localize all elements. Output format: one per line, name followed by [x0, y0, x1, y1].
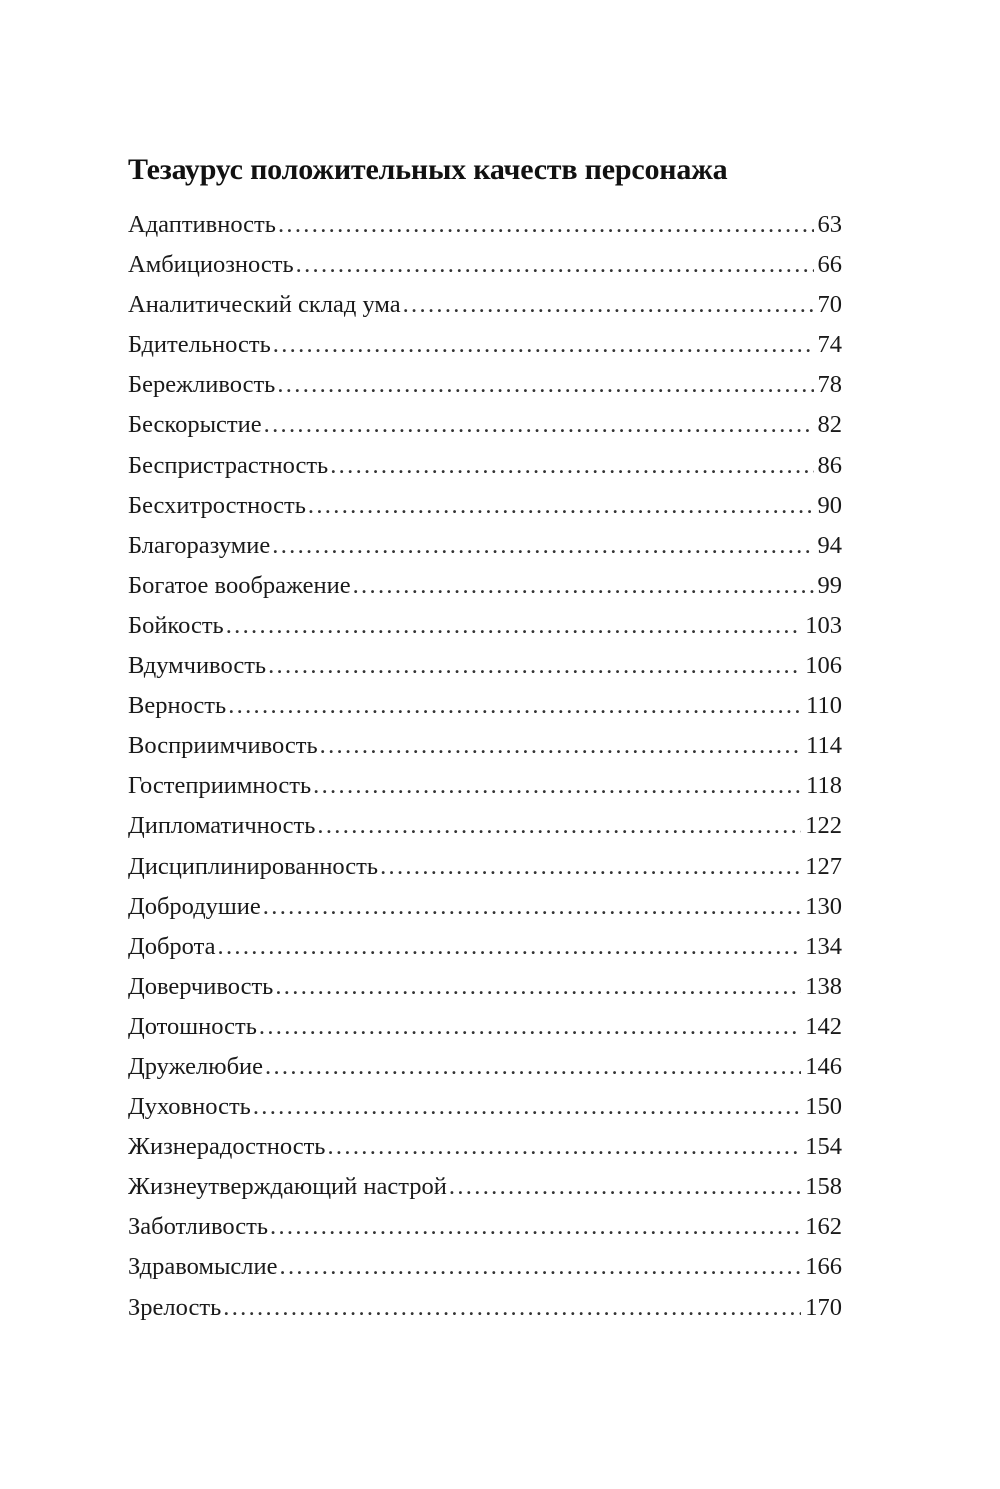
toc-entry[interactable]	[128, 1247, 842, 1287]
toc-dot-leader	[226, 606, 802, 646]
toc-entry[interactable]	[128, 646, 842, 686]
toc-entry[interactable]	[128, 847, 842, 887]
toc-entry-label: Амбициозность	[128, 251, 294, 279]
toc-entry[interactable]	[128, 766, 842, 806]
toc-entry[interactable]	[128, 285, 842, 325]
toc-entry-label: Бескорыстие	[128, 411, 262, 439]
toc-entry-page: 170	[805, 1293, 842, 1321]
toc-entry-page: 154	[805, 1133, 842, 1161]
toc-entry[interactable]	[128, 967, 842, 1007]
toc-dot-leader	[353, 566, 814, 606]
toc-entry-label: Духовность	[128, 1093, 251, 1121]
toc-entry[interactable]	[128, 1167, 842, 1207]
toc-dot-leader	[228, 686, 802, 726]
toc-entry-page: 78	[817, 371, 842, 399]
toc-entry-label: Беспристрастность	[128, 451, 329, 479]
toc-entry-label: Бережливость	[128, 371, 276, 399]
toc-dot-leader	[253, 1087, 801, 1127]
toc-dot-leader	[449, 1167, 801, 1207]
toc-entry[interactable]	[128, 1007, 842, 1047]
toc-entry-label: Дружелюбие	[128, 1052, 264, 1080]
toc-entry-label: Бойкость	[128, 611, 224, 639]
toc-entry-page: 90	[817, 491, 842, 519]
toc-entry-label: Бдительность	[128, 331, 271, 359]
toc-entry-page: 130	[805, 892, 842, 920]
toc-entry[interactable]	[128, 686, 842, 726]
toc-entry[interactable]	[128, 245, 842, 285]
toc-entry-label: Заботливость	[128, 1213, 268, 1241]
toc-dot-leader	[265, 1047, 801, 1087]
toc-entry[interactable]	[128, 606, 842, 646]
toc-entry-page: 70	[817, 291, 842, 319]
toc-entry-page: 118	[806, 772, 842, 800]
toc-entry-page: 162	[805, 1213, 842, 1241]
toc-entry-page: 166	[805, 1253, 842, 1281]
toc-entry-page: 114	[806, 732, 842, 760]
toc-entry[interactable]	[128, 806, 842, 846]
toc-entry-page: 99	[817, 571, 842, 599]
toc-entry-label: Благоразумие	[128, 531, 271, 559]
toc-entry-page: 150	[805, 1093, 842, 1121]
toc-entry-page: 63	[817, 211, 842, 238]
toc-entry-label: Верность	[128, 692, 227, 720]
toc-entry-label: Доброта	[128, 932, 216, 960]
toc-entry-page: 110	[806, 692, 842, 720]
toc-entry[interactable]	[128, 446, 842, 486]
toc-entry-label: Зрелость	[128, 1293, 222, 1321]
toc-entry-page: 74	[817, 331, 842, 359]
toc-entry-page: 142	[805, 1012, 842, 1040]
toc-entry[interactable]	[128, 205, 842, 245]
toc-entry-page: 134	[805, 932, 842, 960]
toc-dot-leader	[380, 847, 801, 887]
toc-entry[interactable]	[128, 887, 842, 927]
toc-entry[interactable]	[128, 325, 842, 365]
page-title: Тезаурус положительных качеств персонажа	[128, 153, 728, 186]
table-of-contents	[128, 205, 842, 1328]
toc-entry-label: Доверчивость	[128, 972, 274, 1000]
toc-entry-page: 66	[817, 251, 842, 279]
toc-dot-leader	[264, 405, 814, 445]
toc-dot-leader	[278, 205, 814, 245]
toc-dot-leader	[277, 365, 813, 405]
toc-entry[interactable]	[128, 1087, 842, 1127]
toc-dot-leader	[327, 1127, 801, 1167]
toc-dot-leader	[330, 446, 813, 486]
toc-entry-page: 94	[817, 531, 842, 559]
toc-entry-page: 127	[805, 852, 842, 880]
toc-dot-leader	[218, 927, 802, 967]
toc-entry-label: Дотошность	[128, 1012, 257, 1040]
toc-dot-leader	[320, 726, 803, 766]
toc-entry[interactable]	[128, 1288, 842, 1328]
toc-entry[interactable]	[128, 486, 842, 526]
toc-entry[interactable]	[128, 526, 842, 566]
toc-entry-page: 106	[805, 652, 842, 680]
toc-entry-label: Жизнерадостность	[128, 1133, 326, 1161]
toc-entry-page: 138	[805, 972, 842, 1000]
toc-entry[interactable]	[128, 927, 842, 967]
toc-dot-leader	[313, 766, 802, 806]
toc-dot-leader	[308, 486, 814, 526]
toc-dot-leader	[403, 285, 814, 325]
toc-dot-leader	[263, 887, 801, 927]
toc-dot-leader	[268, 646, 801, 686]
toc-dot-leader	[296, 245, 814, 285]
toc-entry-label: Гостеприимность	[128, 772, 312, 800]
toc-entry-page: 86	[817, 451, 842, 479]
toc-entry-label: Здравомыслие	[128, 1253, 278, 1281]
toc-entry-label: Богатое воображение	[128, 571, 351, 599]
toc-dot-leader	[270, 1207, 801, 1247]
toc-entry[interactable]	[128, 1127, 842, 1167]
toc-entry-label: Бесхитростность	[128, 491, 306, 519]
toc-entry-label: Восприимчивость	[128, 732, 318, 760]
toc-entry[interactable]	[128, 566, 842, 606]
toc-dot-leader	[259, 1007, 801, 1047]
toc-dot-leader	[275, 967, 801, 1007]
toc-entry[interactable]	[128, 365, 842, 405]
toc-entry-page: 122	[805, 812, 842, 840]
toc-entry-label: Аналитический склад ума	[128, 291, 401, 319]
toc-dot-leader	[280, 1247, 802, 1287]
toc-dot-leader	[272, 526, 813, 566]
toc-entry-label: Дисциплинированность	[128, 852, 379, 880]
toc-entry-label: Добродушие	[128, 892, 261, 920]
toc-entry[interactable]	[128, 405, 842, 445]
toc-entry-label: Вдумчивость	[128, 652, 267, 680]
toc-entry[interactable]	[128, 1047, 842, 1087]
toc-entry-label: Дипломатичность	[128, 812, 316, 840]
toc-entry[interactable]	[128, 1207, 842, 1247]
toc-entry-page: 146	[805, 1052, 842, 1080]
toc-dot-leader	[317, 806, 801, 846]
toc-entry-label: Адаптивность	[128, 211, 276, 238]
toc-dot-leader	[223, 1288, 801, 1328]
toc-entry-label: Жизнеутверждающий настрой	[128, 1173, 447, 1201]
toc-dot-leader	[273, 325, 814, 365]
toc-entry-page: 158	[805, 1173, 842, 1201]
toc-entry-page: 82	[817, 411, 842, 439]
toc-entry[interactable]	[128, 726, 842, 766]
toc-entry-page: 103	[805, 611, 842, 639]
